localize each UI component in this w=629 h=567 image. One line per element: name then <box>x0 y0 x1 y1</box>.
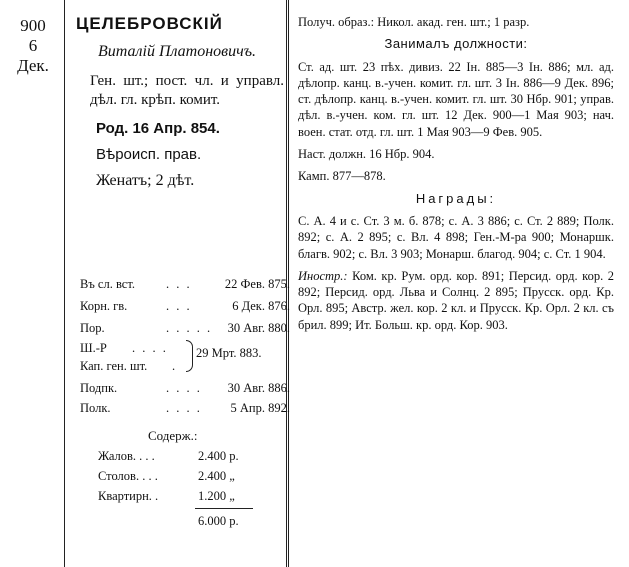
personal-section <box>76 14 284 196</box>
career-section <box>298 14 614 333</box>
service-dots: . . . . <box>132 341 168 355</box>
education: Получ. образ.: Никол. акад. ген. шт.; 1 разр. <box>298 15 530 29</box>
service-value: 30 Авг. 886. <box>227 381 290 395</box>
entry-day: 6 <box>28 36 38 55</box>
service-brace-value: 29 Мрт. 883. <box>196 346 262 360</box>
rank-position: Ген. шт.; пост. чл. и управл. дѣл. гл. крѣп. комит. <box>90 73 284 108</box>
salary-total-divider <box>195 508 253 509</box>
service-dots: . <box>172 359 178 373</box>
awards-title: Награды: <box>415 190 497 206</box>
salary-amount: 2.400 „ <box>198 469 235 483</box>
awards-text: С. А. 4 и с. Ст. 3 м. б. 878; с. А. 3 886; с. Ст. 2 889; Полк. 892; с. А. 2 895; с. Вл. 4 898; Ген.-М-ра 900; Монаршк. благв. 902; с. Вл. 3 903; Монарш. благод. 904; с. Ст. 1 904. <box>298 213 614 261</box>
column-divider-left <box>64 0 65 567</box>
service-label: Подпк. <box>80 381 118 395</box>
given-name: Виталій Платоновичъ. <box>98 43 257 60</box>
service-dots: . . . <box>166 299 192 313</box>
service-label: Кап. ген. шт. <box>80 359 148 373</box>
service-dots: . . . . . <box>166 321 213 335</box>
foreign-awards <box>298 268 614 333</box>
service-label: Ш.-Р <box>80 341 107 355</box>
service-label: Пор. <box>80 321 105 335</box>
salary-amount: 2.400 р. <box>198 449 239 463</box>
positions-text: Ст. ад. шт. 23 пѣх. дивиз. 22 Ін. 885—3 Ін. 886; мл. ад. дѣлопр. канц. в.-учен. комит. гл. шт. 3 Ін. 886—9 Дек. 896; ст. дѣлопр. канц. в.-учен. комит. гл. шт. 30 Нбр. 901; управ. дѣл. в.-учен. ком. гл. шт. 12 Дек. 900—1 Мая 903; нач. воен. стат. отд. гл. шт. 1 Мая 903—9 Фев. 905. <box>298 59 614 139</box>
religion: Вѣроисп. прав. <box>96 146 202 163</box>
salary-label: Квартирн. . <box>98 489 159 503</box>
service-value: 5 Апр. 892. <box>230 401 290 415</box>
campaigns: Камп. 877—878. <box>298 169 386 184</box>
surname: ЦЕЛЕБРОВСКІЙ <box>76 14 223 33</box>
service-label: Въ сл. вст. <box>80 277 135 291</box>
entry-month: Дек. <box>17 56 49 75</box>
entry-number: 900 <box>20 16 46 35</box>
salary-title: Содерж.: <box>148 428 198 443</box>
service-value: 22 Фев. 875. <box>224 277 290 291</box>
service-label: Полк. <box>80 401 111 415</box>
foreign-awards-text: Ком. кр. Рум. орд. кор. 891; Персид. орд. кор. 2 892; Персид. орд. Льва и Солнц. 2 895; Прусск. орд. Кр. Орл. 895; Австр. жел. кор. 2 кл. и Прусск. Кр. Орл. 2 кл. съ брил. 899; Ит. Больш. кр. орд. Кор. 903. <box>298 268 615 332</box>
service-value: 30 Авг. 880. <box>227 321 290 335</box>
salary-label: Столов. . . . <box>98 469 158 483</box>
positions-title: Занималъ должности: <box>384 36 528 52</box>
current-position: Наст. должн. 16 Нбр. 904. <box>298 147 435 162</box>
birth-date: Род. 16 Апр. 854. <box>96 120 220 137</box>
brace-icon <box>186 340 193 372</box>
marital-status: Женатъ; 2 дѣт. <box>96 172 195 189</box>
service-label: Корн. гв. <box>80 299 128 313</box>
salary-total: 6.000 р. <box>198 514 239 528</box>
entry-date-column <box>8 16 58 76</box>
service-value: 6 Дек. 876. <box>232 299 290 313</box>
service-dots: . . . <box>166 277 192 291</box>
salary-amount: 1.200 „ <box>198 489 235 503</box>
salary-label: Жалов. . . . <box>98 449 155 463</box>
service-dots: . . . . <box>166 401 202 415</box>
service-dots: . . . . <box>166 381 202 395</box>
foreign-awards-label: Иностр.: <box>298 268 348 283</box>
